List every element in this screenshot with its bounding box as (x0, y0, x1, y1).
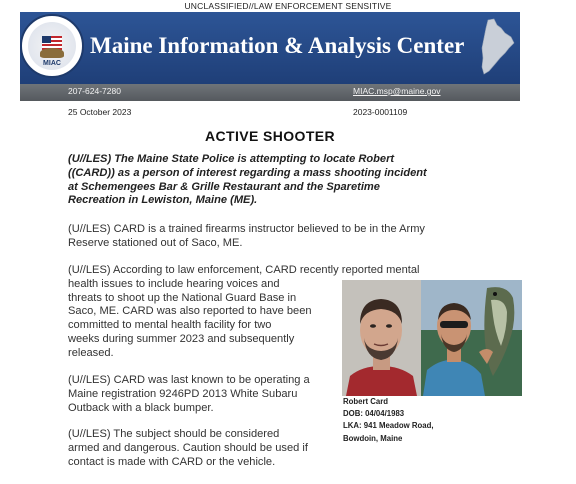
paragraph-vehicle (68, 374, 310, 415)
subject-dob: DOB: 04/04/1983 (343, 409, 405, 419)
paragraph-background (68, 223, 425, 251)
subject-name: Robert Card (343, 397, 389, 406)
text-line: threats to shoot up the National Guard Base in (68, 291, 297, 304)
subject-photo-portrait (342, 280, 421, 396)
report-number: 2023-0001109 (353, 107, 408, 117)
text-line: Recreation in Lewiston, Maine (ME). (68, 194, 258, 207)
phone-number: 207-624-7280 (68, 86, 121, 96)
eagle-icon (40, 48, 64, 58)
subject-photo-fishing (421, 280, 522, 396)
text-line: armed and dangerous. Caution should be used if (68, 441, 308, 454)
text-line: committed to mental health facility for two (68, 319, 272, 332)
org-title: Maine Information & Analysis Center (90, 33, 465, 58)
paragraph-warning (68, 428, 308, 469)
subject-caption (343, 396, 434, 445)
seal-emblem (28, 22, 76, 70)
paragraph-intro (68, 153, 427, 208)
text-line: (U//LES) CARD is a trained firearms instructor believed to be in the Army (68, 223, 425, 235)
text-line: (U//LES) CARD was last known to be operating a (68, 374, 310, 386)
text-line: Maine registration 9246PD 2013 White Subaru (68, 387, 298, 400)
portrait-illustration (342, 280, 421, 396)
text-line: weeks during summer 2023 and subsequently (68, 332, 295, 345)
text-line: (U//LES) The Maine State Police is attempting to locate Robert (68, 153, 395, 165)
subject-lka-line2: Bowdoin, Maine (343, 433, 403, 443)
text-line: released. (68, 346, 114, 359)
miac-seal-logo (20, 14, 84, 78)
document-title: ACTIVE SHOOTER (204, 128, 336, 144)
text-line: Reserve stationed out of Saco, ME. (68, 236, 243, 249)
maine-state-icon (478, 18, 516, 76)
text-line: Outback with a black bumper. (68, 401, 214, 414)
subject-lka-line1: LKA: 941 Meadow Road, (343, 421, 434, 431)
text-line: (U//LES) According to law enforcement, CARD recently reported mental (68, 264, 420, 276)
text-line: at Schemengees Bar & Grille Restaurant and the Sparetime (68, 180, 380, 193)
text-line: contact is made with CARD or the vehicle. (68, 455, 276, 468)
text-line: Saco, ME. CARD was also reported to have been (68, 305, 312, 318)
text-line: ((CARD)) as a person of interest regarding a mass shooting incident (68, 166, 427, 179)
seal-text: MIAC (43, 60, 61, 67)
report-date: 25 October 2023 (68, 107, 132, 117)
text-line: health issues to include hearing voices and (68, 277, 280, 290)
classification-marking: UNCLASSIFIED//LAW ENFORCEMENT SENSITIVE (184, 1, 392, 11)
email-link[interactable]: MIAC.msp@maine.gov (353, 86, 441, 96)
text-line: (U//LES) The subject should be considered (68, 428, 280, 440)
fishing-illustration (421, 280, 522, 396)
